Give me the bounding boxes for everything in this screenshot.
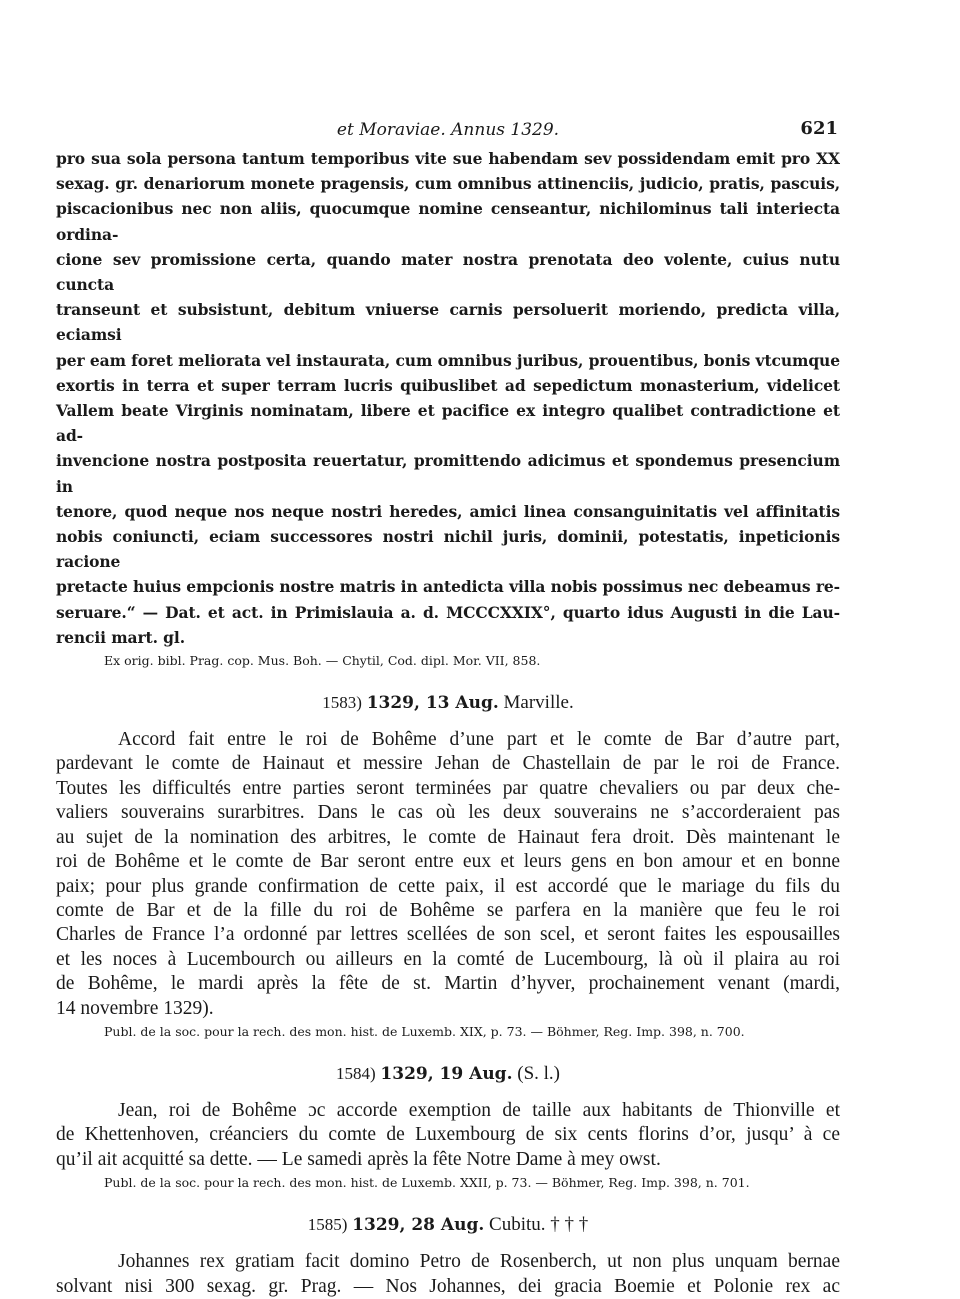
page-number: 621 xyxy=(800,118,838,139)
text-line: rencii mart. gl. xyxy=(56,627,185,647)
text-line: nobis coniuncti, eciam successores nostri nichil juris, dominii, potestatis, inpeticionis racione xyxy=(56,527,840,572)
text-line: piscacionibus nec non aliis, quocumque nomine censeantur, nichilominus tali interiecta ordina- xyxy=(56,199,840,244)
text-line: qu’il ait acquitté sa dette. — Le samedi après la fête Notre Dame à mey owst. xyxy=(56,1148,661,1170)
text-line: et les noces à Lucembourch ou ailleurs en la comté de Lucembourg, là où il plaira au roi xyxy=(56,948,840,970)
text-line: Jean, roi de Bohême ɔc accorde exemption de taille aux habitants de Thionville et xyxy=(118,1099,840,1121)
text-line: transeunt et subsistunt, debitum vniuerse carnis persoluerit moriendo, predicta villa, eciamsi xyxy=(56,300,840,345)
text-line: Charles de France l’a ordonné par lettres scellées de son scel, et seront faites les espousailles xyxy=(56,924,840,946)
text-line: sexag. gr. denariorum monete pragensis, cum omnibus attinenciis, judicio, pratis, pascuis, xyxy=(56,174,840,194)
text-line: paix; pour plus grande confirmation de cette paix, il est accordé que le mariage du fils du xyxy=(56,875,840,897)
text-line: Toutes les difficultés entre parties seront terminées par quatre chevaliers ou par deux che- xyxy=(56,777,840,799)
french-text-block xyxy=(56,1099,840,1172)
text-line: 14 novembre 1329). xyxy=(56,997,214,1019)
text-line: roi de Bohême et le comte de Bar seront entre eux et leurs gens en bon amour et en bonne xyxy=(56,851,840,873)
text-line: de Bohême, le mardi après la fête de st. Martin d’hyver, prochainement venant (mardi, xyxy=(56,973,840,995)
text-line: seruare.“ — Dat. et act. in Primislauia a. d. MCCCXXIX°, quarto idus Augusti in die Lau- xyxy=(56,602,840,622)
entry-heading xyxy=(56,692,840,714)
text-line: au sujet de la nomination des arbitres, le comte de Hainaut fera droit. Dès maintenant le xyxy=(56,826,840,848)
text-line: valiers souverains surarbitres. Dans le cas où les deux souverains ne s’accorderaient pas xyxy=(56,802,840,824)
entry-heading xyxy=(56,1063,840,1085)
text-line: pardevant le comte de Hainaut et messire Jehan de Chastellain de par le roi de France. xyxy=(56,753,840,775)
text-line: cione sev promissione certa, quando mater nostra prenotata deo volente, cuius nutu cuncta xyxy=(56,249,840,295)
entry-heading xyxy=(56,1214,840,1236)
text-line: Johannes rex gratiam facit domino Petro de Rosenberch, ut non plus unquam bernae xyxy=(118,1251,840,1273)
latin-text-block xyxy=(56,1250,840,1299)
entry-date: 1329, 28 Aug. xyxy=(352,1215,485,1236)
latin-text-block xyxy=(56,146,840,650)
text-line: per eam foret meliorata vel instaurata, cum omnibus juribus, prouentibus, bonis vtcumque xyxy=(56,350,840,370)
entry-1585 xyxy=(56,1214,840,1299)
page-header xyxy=(56,112,840,146)
entry-number: 1583) xyxy=(322,693,362,713)
book-page xyxy=(56,112,840,1299)
french-text-block xyxy=(56,728,840,1021)
text-line: Vallem beate Virginis nominatam, libere et pacifice ex integro qualibet contradictione et ad- xyxy=(56,401,840,446)
source-citation: Ex orig. bibl. Prag. cop. Mus. Boh. — Chytil, Cod. dipl. Mor. VII, 858. xyxy=(104,653,541,669)
entry-1582-continuation xyxy=(56,146,840,670)
entry-date: 1329, 13 Aug. xyxy=(366,693,499,714)
entry-1584 xyxy=(56,1063,840,1192)
entry-number: 1585) xyxy=(307,1215,348,1235)
entry-place: (S. l.) xyxy=(517,1062,560,1084)
source-citation: Publ. de la soc. pour la rech. des mon. hist. de Luxemb. XXII, p. 73. — Böhmer, Reg. Imp. 398, n. 701. xyxy=(104,1175,750,1191)
entry-place: Marville. xyxy=(503,692,574,714)
text-line: pro sua sola persona tantum temporibus vite sue habendam sev possidendam emit pro XX xyxy=(56,149,840,168)
text-line: de Khettenhoven, créanciers du comte de Luxembourg de six cents florins d’or, jusqu’ à ce xyxy=(56,1124,840,1146)
running-title: et Moraviae. Annus 1329. xyxy=(336,120,560,140)
entry-number: 1584) xyxy=(335,1063,376,1083)
text-line: solvant nisi 300 sexag. gr. Prag. — Nos Johannes, dei gracia Boemie et Polonie rex ac xyxy=(56,1275,840,1297)
text-line: exortis in terra et super terram lucris quibuslibet ad sepedictum monasterium, videlicet xyxy=(56,375,840,395)
entry-place: Cubitu. † † † xyxy=(489,1214,589,1236)
entry-1583 xyxy=(56,692,840,1041)
entry-date: 1329, 19 Aug. xyxy=(380,1063,513,1084)
text-line: pretacte huius empcionis nostre matris in antedicta villa nobis possimus nec debeamus re- xyxy=(56,577,840,597)
text-line: invencione nostra postposita reuertatur, promittendo adicimus et spondemus presencium in xyxy=(56,451,840,496)
source-citation: Publ. de la soc. pour la rech. des mon. hist. de Luxemb. XIX, p. 73. — Böhmer, Reg. Imp. 398, n. 700. xyxy=(104,1023,745,1039)
text-line: tenore, quod neque nos neque nostri heredes, amici linea consanguinitatis vel affinitatis xyxy=(56,501,840,521)
text-line: comte de Bar et de la fille du roi de Bohême se parfera en la manière que feu le roi xyxy=(56,899,840,921)
text-line: Accord fait entre le roi de Bohême d’une part et le comte de Bar d’autre part, xyxy=(118,729,840,751)
